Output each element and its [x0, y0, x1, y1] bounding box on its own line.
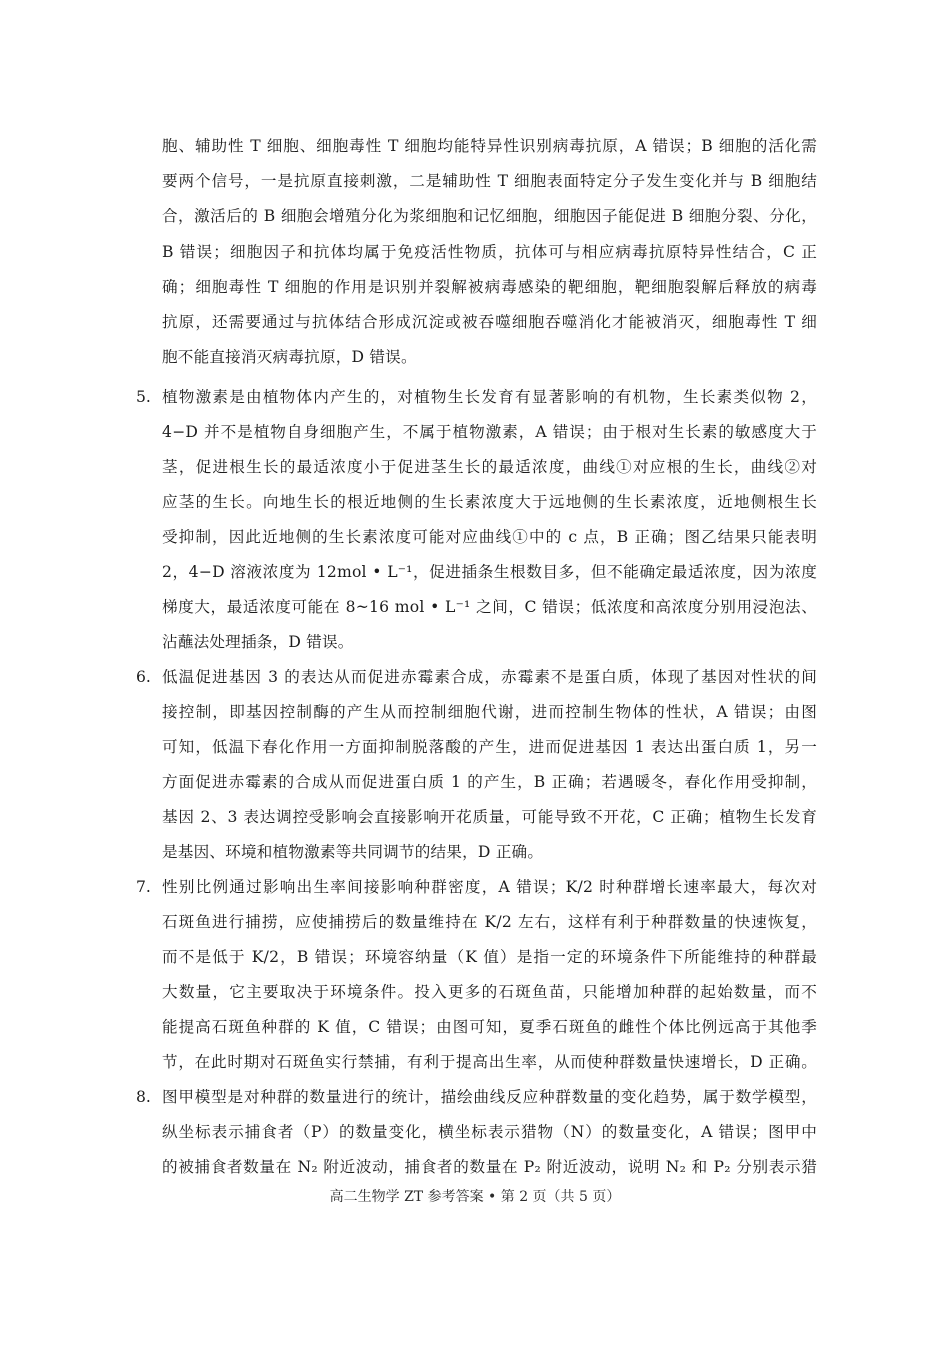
- text-line: 大数量，它主要取决于环境条件。投入更多的石斑鱼苗，只能增加种群的起始数量，而不: [162, 983, 817, 1001]
- text-line: 植物激素是由植物体内产生的，对植物生长发育有显著影响的有机物，生长素类似物 2，: [162, 388, 817, 406]
- text-line: 4−D 并不是植物自身细胞产生，不属于植物激素，A 错误；由于根对生长素的敏感度大于: [162, 423, 817, 441]
- item-number: 5.: [136, 388, 151, 406]
- text-line: 石斑鱼进行捕捞，应使捕捞后的数量维持在 K/2 左右，这样有利于种群数量的快速恢复，: [162, 913, 817, 931]
- text-line: 图甲模型是对种群的数量进行的统计，描绘曲线反应种群数量的变化趋势，属于数学模型，: [162, 1088, 817, 1106]
- text-line: 能提高石斑鱼种群的 K 值，C 错误；由图可知，夏季石斑鱼的雌性个体比例远高于其他季: [162, 1018, 817, 1036]
- text-line: 是基因、环境和植物激素等共同调节的结果，D 正确。: [162, 843, 544, 861]
- text-line: 确；细胞毒性 T 细胞的作用是识别并裂解被病毒感染的靶细胞，靶细胞裂解后释放的病毒: [162, 278, 817, 296]
- text-line: 合，激活后的 B 细胞会增殖分化为浆细胞和记忆细胞，细胞因子能促进 B 细胞分裂、分化，: [162, 207, 817, 225]
- text-line: 性别比例通过影响出生率间接影响种群密度，A 错误；K/2 时种群增长速率最大，每次对: [162, 878, 817, 896]
- text-line: B 错误；细胞因子和抗体均属于免疫活性物质，抗体可与相应病毒抗原特异性结合，C 正: [162, 243, 817, 261]
- text-line: 基因 2、3 表达调控受影响会直接影响开花质量，可能导致不开花，C 正确；植物生长发育: [162, 808, 817, 826]
- text-line: 方面促进赤霉素的合成从而促进蛋白质 1 的产生，B 正确；若遇暖冬，春化作用受抑制，: [162, 773, 817, 791]
- text-line: 应茎的生长。向地生长的根近地侧的生长素浓度大于远地侧的生长素浓度，近地侧根生长: [162, 493, 817, 511]
- text-line: 节，在此时期对石斑鱼实行禁捕，有利于提高出生率，从而使种群数量快速增长，D 正确。: [162, 1053, 817, 1071]
- item-number: 7.: [136, 878, 151, 896]
- text-line: 要两个信号，一是抗原直接刺激，二是辅助性 T 细胞表面特定分子发生变化并与 B 细胞结: [162, 172, 817, 190]
- text-line: 纵坐标表示捕食者（P）的数量变化，横坐标表示猎物（N）的数量变化，A 错误；图甲中: [162, 1123, 817, 1141]
- text-line: 胞、辅助性 T 细胞、细胞毒性 T 细胞均能特异性识别病毒抗原，A 错误；B 细胞的活化需: [162, 137, 817, 155]
- text-line: 茎，促进根生长的最适浓度小于促进茎生长的最适浓度，曲线①对应根的生长，曲线②对: [162, 458, 817, 476]
- text-line: 2，4−D 溶液浓度为 12mol • L⁻¹，促进插条生根数目多，但不能确定最适浓度，因为浓度: [162, 563, 817, 581]
- page-footer: 高二生物学 ZT 参考答案 • 第 2 页（共 5 页）: [329, 1189, 621, 1205]
- item-number: 6.: [136, 668, 151, 686]
- text-line: 而不是低于 K/2，B 错误；环境容纳量（K 值）是指一定的环境条件下所能维持的种群最: [162, 948, 817, 966]
- text-line: 可知，低温下春化作用一方面抑制脱落酸的产生，进而促进基因 1 表达出蛋白质 1，另一: [162, 738, 817, 756]
- text-line: 梯度大，最适浓度可能在 8~16 mol • L⁻¹ 之间，C 错误；低浓度和高浓度分别用浸泡法、: [162, 598, 817, 616]
- text-line: 的被捕食者数量在 N₂ 附近波动，捕食者的数量在 P₂ 附近波动，说明 N₂ 和 P₂ 分别表示猎: [162, 1158, 817, 1176]
- text-line: 胞不能直接消灭病毒抗原，D 错误。: [162, 348, 417, 366]
- text-line: 抗原，还需要通过与抗体结合形成沉淀或被吞噬细胞吞噬消化才能被消灭，细胞毒性 T 细: [162, 313, 817, 331]
- item-number: 8.: [136, 1088, 151, 1106]
- text-line: 接控制，即基因控制酶的产生从而控制细胞代谢，进而控制生物体的性状，A 错误；由图: [162, 703, 817, 721]
- text-line: 受抑制，因此近地侧的生长素浓度可能对应曲线①中的 c 点，B 正确；图乙结果只能表明: [162, 528, 817, 546]
- text-line: 低温促进基因 3 的表达从而促进赤霉素合成，赤霉素不是蛋白质，体现了基因对性状的间: [162, 668, 817, 686]
- text-line: 沾蘸法处理插条，D 错误。: [162, 633, 354, 651]
